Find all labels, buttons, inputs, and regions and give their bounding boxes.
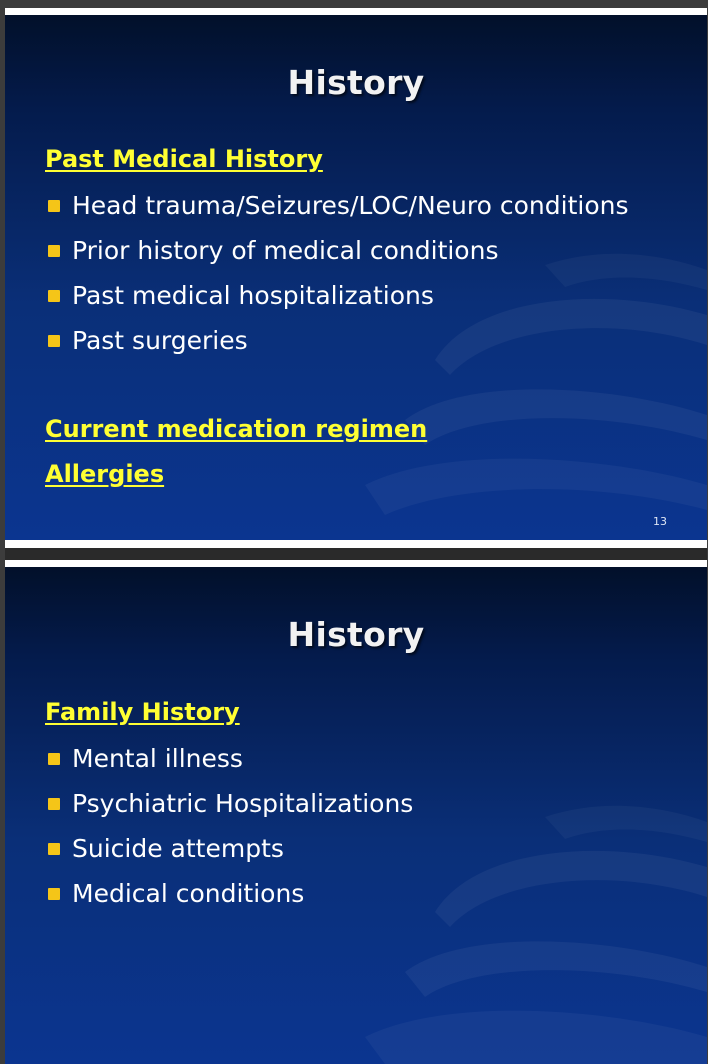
slide-border-top — [5, 560, 707, 567]
bullet-text: Past surgeries — [72, 326, 248, 355]
section-heading-family-history: Family History — [45, 698, 240, 726]
square-bullet-icon — [48, 200, 60, 212]
slide-separator — [5, 548, 707, 560]
square-bullet-icon — [48, 798, 60, 810]
bullet-text: Mental illness — [72, 744, 243, 773]
section-heading-allergies: Allergies — [45, 460, 165, 488]
square-bullet-icon — [48, 290, 60, 302]
bullet-text: Suicide attempts — [72, 834, 284, 863]
slide-13 — [5, 15, 707, 540]
bullet-text: Psychiatric Hospitalizations — [72, 789, 414, 818]
slide-title: History — [287, 615, 425, 654]
slide-14 — [5, 567, 707, 1064]
slide-border-top — [5, 8, 707, 15]
slide-number: 13 — [653, 515, 667, 528]
square-bullet-icon — [48, 245, 60, 257]
square-bullet-icon — [48, 843, 60, 855]
square-bullet-icon — [48, 335, 60, 347]
bullet-text: Past medical hospitalizations — [72, 281, 434, 310]
section-heading-current-medication: Current medication regimen — [45, 415, 428, 443]
section-heading-past-medical-history: Past Medical History — [45, 145, 323, 173]
slide-title: History — [287, 63, 425, 102]
square-bullet-icon — [48, 753, 60, 765]
square-bullet-icon — [48, 888, 60, 900]
bullet-text: Medical conditions — [72, 879, 305, 908]
bullet-text: Head trauma/Seizures/LOC/Neuro conditions — [72, 191, 629, 220]
slide-border-bottom — [5, 540, 707, 548]
bullet-text: Prior history of medical conditions — [72, 236, 499, 265]
